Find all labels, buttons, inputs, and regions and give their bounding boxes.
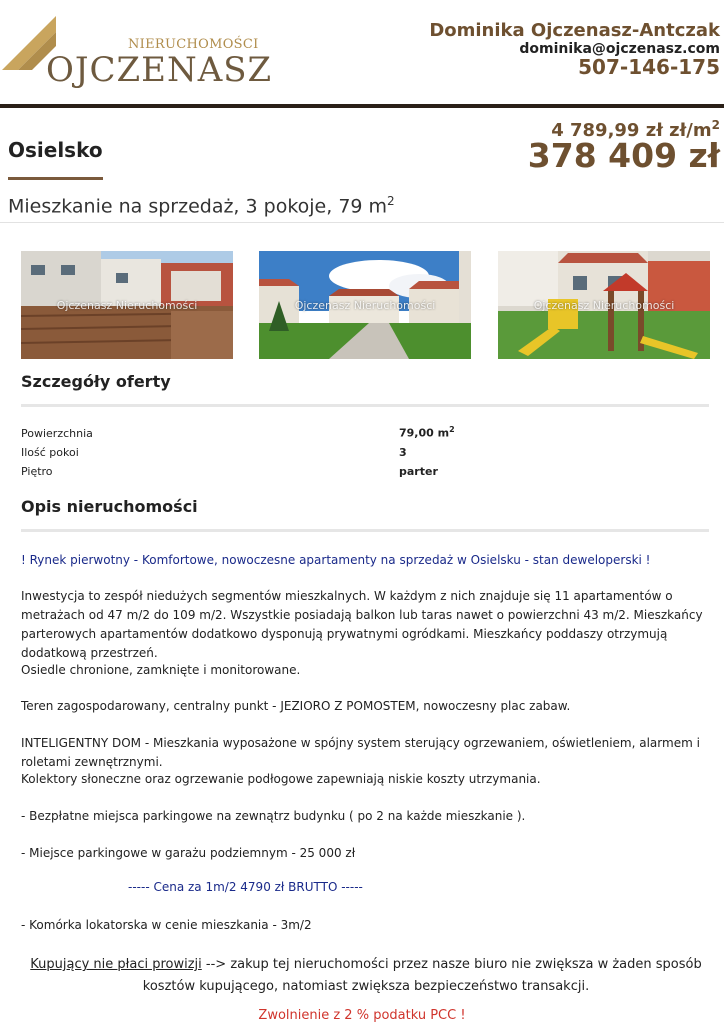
price-total: 378 409 zł xyxy=(527,136,720,175)
detail-label-floor: Piętro xyxy=(21,465,53,478)
agent-email[interactable]: dominika@ojczenasz.com xyxy=(519,41,720,57)
photo-courtyard[interactable] xyxy=(259,251,471,359)
agent-phone[interactable]: 507-146-175 xyxy=(578,55,720,79)
price-per-m2: 4 789,99 zł $zł/m^2$ xyxy=(551,118,720,141)
header-divider xyxy=(0,104,724,108)
description-headline: ! Rynek pierwotny - Komfortowe, nowoczesne apartamenty na sprzedaż w Osielsku - stan deweloperski ! xyxy=(21,553,651,567)
detail-label-area: Powierzchnia xyxy=(21,427,93,440)
description-paragraph: Osiedle chronione, zamknięte i monitorowane. xyxy=(21,663,301,677)
description-title: Opis nieruchomości xyxy=(21,497,198,516)
photo-playground[interactable] xyxy=(498,251,710,359)
subtitle-divider xyxy=(0,222,724,223)
description-divider xyxy=(21,529,709,532)
description-paragraph: - Bezpłatne miejsca parkingowe na zewnątrz budynku ( po 2 na każde mieszkanie ). xyxy=(21,809,526,823)
listing-city: Osielsko xyxy=(8,138,103,162)
price-per-m2-note: ----- Cena za 1m/2 4790 zł BRUTTO ----- xyxy=(128,880,363,894)
agent-name: Dominika Ojczenasz-Antczak xyxy=(429,20,720,41)
photo-terrace[interactable] xyxy=(21,251,233,359)
photo-watermark: Ojczenasz Nieruchomości xyxy=(533,299,675,312)
photo-watermark: Ojczenasz Nieruchomości xyxy=(294,299,436,312)
description-paragraph: - Komórka lokatorska w cenie mieszkania - 3m/2 xyxy=(21,918,312,932)
logo-title: OJCZENASZ xyxy=(46,50,273,90)
city-underline xyxy=(8,177,103,180)
description-paragraph: INTELIGENTNY DOM - Mieszkania wyposażone w spójny system sterujący ogrzewaniem, oświetleniem, alarmem i roletami zewnętrznymi. xyxy=(21,736,700,769)
description-paragraph: Kolektory słoneczne oraz ogrzewanie podłogowe zapewniają niskie koszty utrzymania. xyxy=(21,772,541,786)
commission-note: Kupujący nie płaci prowizji --> zakup tej nieruchomości przez nasze biuro nie zwiększa w żaden sposób kosztów kupującego, natomiast zwiększa bezpieczeństwo transakcji. xyxy=(30,957,702,994)
description-paragraph: - Miejsce parkingowe w garażu podziemnym - 25 000 zł xyxy=(21,846,356,860)
description-paragraph: Teren zagospodarowany, centralny punkt - JEZIORO Z POMOSTEM, nowoczesny plac zabaw. xyxy=(21,699,571,713)
details-divider xyxy=(21,404,709,407)
details-title: Szczegóły oferty xyxy=(21,372,171,391)
detail-value-area: 79,00 $m^2$ xyxy=(399,425,455,440)
photo-watermark: Ojczenasz Nieruchomości xyxy=(56,299,198,312)
detail-value-floor: parter xyxy=(399,465,438,478)
detail-value-rooms: 3 xyxy=(399,446,407,459)
detail-label-rooms: Ilość pokoi xyxy=(21,446,79,459)
page-header xyxy=(0,0,724,104)
no-commission-label: Kupujący nie płaci prowizji xyxy=(30,957,202,972)
logo-subtitle: NIERUCHOMOŚCI xyxy=(128,37,259,52)
listing-subtitle: Mieszkanie na sprzedaż, 3 pokoje, 79 $m^2$ xyxy=(8,194,395,218)
tax-exemption-note: Zwolnienie z 2 % podatku PCC ! xyxy=(258,1008,466,1023)
description-paragraph: Inwestycja to zespół niedużych segmentów mieszkalnych. W każdym z nich znajduje się 11 apartamentów o metrażach od 47 m/2 do 109 m/2. Wszystkie posiadają balkon lub taras nawet o powierzchni 43 m/2. Mieszkańcy parterowych apartamentów dodatkowo dysponują prywatnymi ogródkami. Mieszkańcy poddaszy otrzymują dodatkową przestrzeń. xyxy=(21,589,703,660)
